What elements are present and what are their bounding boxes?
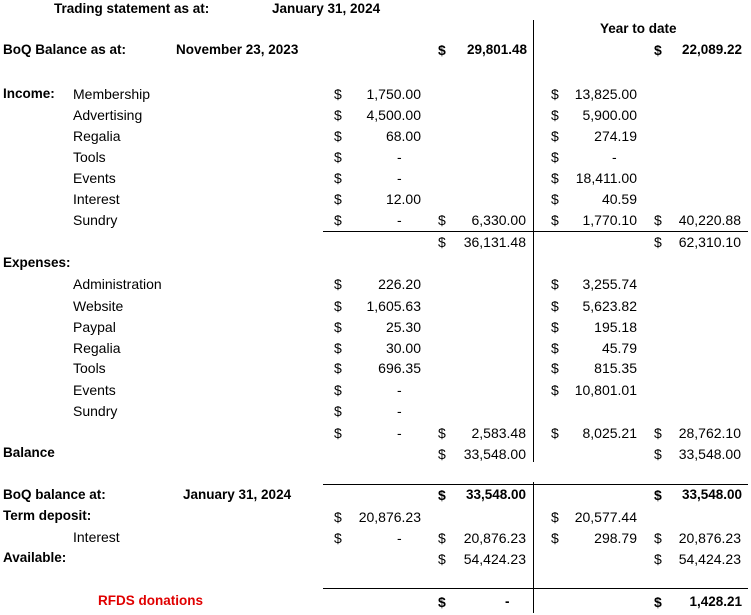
expense-item-ytd: 45.79 <box>601 340 637 356</box>
income-item-ytd: 18,411.00 <box>575 170 637 186</box>
dollar-sign: $ <box>334 149 342 165</box>
dollar-sign: $ <box>438 212 446 228</box>
statement-date: January 31, 2024 <box>272 1 381 16</box>
rfds-month: - <box>505 594 510 609</box>
dollar-sign: $ <box>334 170 342 186</box>
dollar-sign: $ <box>438 530 446 546</box>
income-total-rule <box>323 231 748 232</box>
dollar-sign: $ <box>551 86 559 102</box>
dollar-sign: $ <box>438 425 446 441</box>
income-item-ytd: 40.59 <box>601 191 637 207</box>
income-item-name: Advertising <box>73 107 143 123</box>
dollar-sign: $ <box>438 446 446 462</box>
income-subtotal-month: 36,131.48 <box>463 234 526 250</box>
dollar-sign: $ <box>551 107 559 123</box>
dollar-sign: $ <box>551 360 559 376</box>
income-item-month: - <box>397 170 402 186</box>
boq-close-label: BoQ balance at: <box>3 487 106 502</box>
income-total-month: 6,330.00 <box>471 212 526 228</box>
dollar-sign: $ <box>654 42 662 58</box>
income-item-name: Sundry <box>73 212 118 228</box>
income-item-name: Events <box>73 170 116 186</box>
income-item-month: 4,500.00 <box>366 107 421 123</box>
expense-item-name: Tools <box>73 360 106 376</box>
td-interest-label: Interest <box>73 529 120 545</box>
expense-item-ytd: 10,801.01 <box>574 382 637 398</box>
dollar-sign: $ <box>654 594 662 610</box>
column-divider-top <box>533 20 534 462</box>
dollar-sign: $ <box>334 128 342 144</box>
dollar-sign: $ <box>334 509 342 525</box>
available-rule <box>323 588 748 589</box>
boq-open-ytd: 22,089.22 <box>681 42 742 57</box>
dollar-sign: $ <box>334 276 342 292</box>
income-subtotal-ytd: 62,310.10 <box>678 234 741 250</box>
boq-close-date: January 31, 2024 <box>183 487 292 502</box>
expense-item-month: - <box>397 382 402 398</box>
balance-ytd: 33,548.00 <box>678 446 741 462</box>
income-item-ytd: 1,770.10 <box>582 212 637 228</box>
ytd-header: Year to date <box>600 21 677 36</box>
income-item-name: Regalia <box>73 128 121 144</box>
dollar-sign: $ <box>334 382 342 398</box>
dollar-sign: $ <box>654 425 662 441</box>
income-total-ytd: 40,220.88 <box>678 212 741 228</box>
available-label: Available: <box>3 550 67 565</box>
dollar-sign: $ <box>551 530 559 546</box>
expense-item-ytd: 5,623.82 <box>582 298 637 314</box>
available-ytd: 54,424.23 <box>678 551 741 567</box>
column-divider-bottom <box>533 482 534 613</box>
income-item-ytd: 5,900.00 <box>582 107 637 123</box>
dollar-sign: $ <box>334 86 342 102</box>
income-item-month: 12.00 <box>385 191 421 207</box>
expense-item-month: 1,605.63 <box>366 298 421 314</box>
expense-item-name: Regalia <box>73 340 121 356</box>
dollar-sign: $ <box>551 509 559 525</box>
expense-ytd-extra: 8,025.21 <box>582 425 637 441</box>
dollar-sign: $ <box>438 234 446 250</box>
expense-item-name: Sundry <box>73 403 118 419</box>
dollar-sign: $ <box>334 191 342 207</box>
expense-total-month: 2,583.48 <box>471 425 526 441</box>
expense-item-name: Events <box>73 382 116 398</box>
dollar-sign: $ <box>334 298 342 314</box>
expense-item-month: 30.00 <box>385 340 421 356</box>
expense-item-month: - <box>397 403 402 419</box>
expense-item-name: Administration <box>73 276 162 292</box>
boq-open-month: 29,801.48 <box>466 42 527 57</box>
dollar-sign: $ <box>654 234 662 250</box>
income-item-name: Membership <box>73 86 151 102</box>
expense-item-ytd: 3,255.74 <box>582 276 637 292</box>
dollar-sign: $ <box>654 530 662 546</box>
income-item-month: 1,750.00 <box>366 86 421 102</box>
income-item-ytd: - <box>612 149 617 165</box>
dollar-sign: $ <box>551 191 559 207</box>
balance-month: 33,548.00 <box>463 446 526 462</box>
boq-close-ytd: 33,548.00 <box>681 487 742 502</box>
term-deposit-label: Term deposit: <box>3 508 92 523</box>
td-interest-ytd: 298.79 <box>594 530 637 546</box>
dollar-sign: $ <box>334 360 342 376</box>
dollar-sign: $ <box>551 149 559 165</box>
dollar-sign: $ <box>654 487 662 503</box>
expense-total-ytd: 28,762.10 <box>678 425 741 441</box>
boq-close-month: 33,548.00 <box>465 487 526 502</box>
dollar-sign: $ <box>551 319 559 335</box>
term-deposit-month: 20,876.23 <box>358 509 421 525</box>
expense-item-month: 226.20 <box>378 276 421 292</box>
dollar-sign: $ <box>551 212 559 228</box>
income-item-month: 68.00 <box>385 128 421 144</box>
expense-item-name: Website <box>73 298 124 314</box>
td-interest-month-total: 20,876.23 <box>463 530 526 546</box>
expense-item-month: 696.35 <box>378 360 421 376</box>
expense-item-ytd: 195.18 <box>594 319 637 335</box>
dollar-sign: $ <box>334 107 342 123</box>
dollar-sign: $ <box>334 530 342 546</box>
dollar-sign: $ <box>654 551 662 567</box>
dollar-sign: $ <box>551 340 559 356</box>
term-deposit-ytd: 20,577.44 <box>574 509 637 525</box>
expense-item-name: Paypal <box>73 319 116 335</box>
dollar-sign: $ <box>334 212 342 228</box>
income-label: Income: <box>3 86 55 101</box>
dollar-sign: $ <box>334 319 342 335</box>
expense-blank-month: - <box>397 425 402 441</box>
dollar-sign: $ <box>334 425 342 441</box>
income-item-ytd: 13,825.00 <box>574 86 637 102</box>
boq-open-date: November 23, 2023 <box>176 42 299 57</box>
dollar-sign: $ <box>551 276 559 292</box>
dollar-sign: $ <box>438 487 446 503</box>
expense-item-ytd: 815.35 <box>594 360 637 376</box>
available-month: 54,424.23 <box>463 551 526 567</box>
income-item-ytd: 274.19 <box>594 128 637 144</box>
dollar-sign: $ <box>551 382 559 398</box>
dollar-sign: $ <box>438 594 446 610</box>
dollar-sign: $ <box>334 340 342 356</box>
income-item-name: Interest <box>73 191 120 207</box>
boq-close-rule <box>323 484 748 485</box>
dollar-sign: $ <box>551 170 559 186</box>
dollar-sign: $ <box>438 42 446 58</box>
income-item-month: - <box>397 149 402 165</box>
dollar-sign: $ <box>334 403 342 419</box>
dollar-sign: $ <box>551 128 559 144</box>
balance-label: Balance <box>3 445 55 460</box>
td-interest-month: - <box>397 530 402 546</box>
dollar-sign: $ <box>438 551 446 567</box>
rfds-label: RFDS donations <box>98 593 203 608</box>
income-item-name: Tools <box>73 149 106 165</box>
expenses-label: Expenses: <box>3 255 71 270</box>
statement-title: Trading statement as at: <box>54 1 210 16</box>
dollar-sign: $ <box>654 446 662 462</box>
dollar-sign: $ <box>551 425 559 441</box>
rfds-ytd: 1,428.21 <box>689 594 742 609</box>
income-item-month: - <box>397 212 402 228</box>
boq-open-label: BoQ Balance as at: <box>3 42 127 57</box>
dollar-sign: $ <box>654 212 662 228</box>
td-interest-ytd-total: 20,876.23 <box>678 530 741 546</box>
dollar-sign: $ <box>551 298 559 314</box>
expense-item-month: 25.30 <box>385 319 421 335</box>
